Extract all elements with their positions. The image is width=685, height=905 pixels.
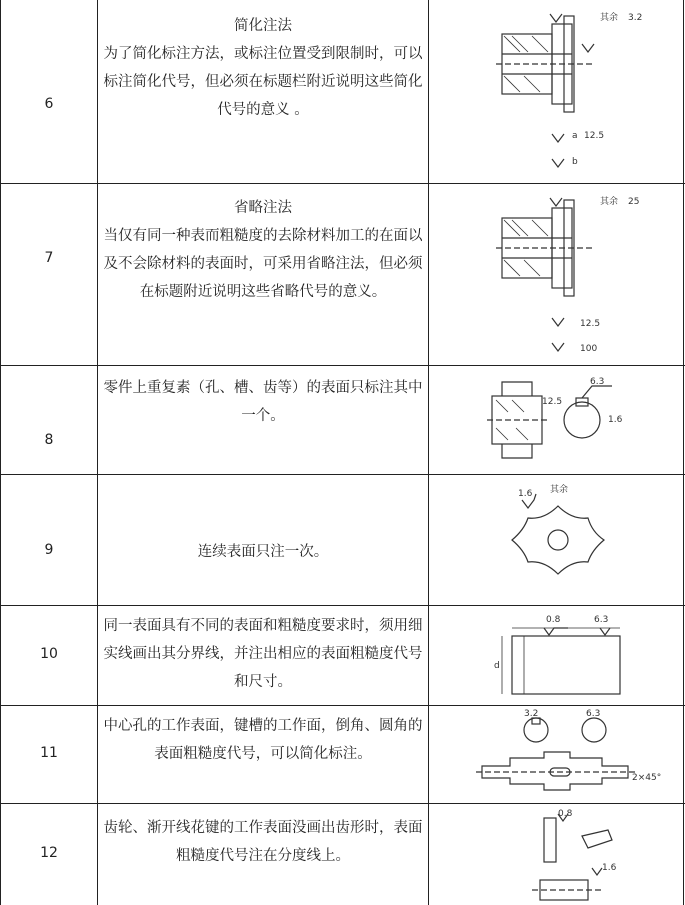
fig-label: 0.8 xyxy=(558,809,573,819)
row-description xyxy=(100,374,426,430)
figure-gear-notation xyxy=(432,806,682,905)
fig-label: 2×45° xyxy=(632,773,662,783)
row-number: 11 xyxy=(40,745,58,761)
row-number: 10 xyxy=(40,646,58,662)
row-description xyxy=(100,612,426,696)
fig-label: 其余 xyxy=(600,197,619,207)
row-separator xyxy=(0,803,685,804)
table-border-right xyxy=(683,0,684,905)
figure-repeated-elements xyxy=(432,368,682,472)
fig-label: a xyxy=(572,131,578,141)
row-separator xyxy=(0,705,685,706)
fig-label: 1.6 xyxy=(602,863,617,873)
row-description xyxy=(100,538,426,566)
row-body: 当仅有同一种表而粗糙度的去除材料加工的在面以及不会除材料的表面时，可采用省略注法，但必须在标题附近说明这些省略代号的意义。 xyxy=(103,228,423,300)
fig-label: 6.3 xyxy=(594,615,609,625)
fig-label: 12.5 xyxy=(580,319,601,329)
table-border-left xyxy=(0,0,1,905)
fig-label: 100 xyxy=(580,344,598,354)
row-number: 8 xyxy=(44,432,54,448)
row-separator xyxy=(0,605,685,606)
row-number: 7 xyxy=(44,250,54,266)
row-description xyxy=(100,194,426,306)
row-title: 省略注法 xyxy=(234,200,292,216)
row-body: 零件上重复素（孔、槽、齿等）的表面只标注其中一个。 xyxy=(103,380,423,424)
figure-continuous-surface xyxy=(432,478,682,602)
row-number: 9 xyxy=(44,542,54,558)
row-separator xyxy=(0,474,685,475)
figure-simplified-features xyxy=(432,708,682,802)
fig-label: 3.2 xyxy=(628,13,643,23)
row-body: 同一表面具有不同的表面和粗糙度要求时，须用细实线画出其分界线，并注出相应的表面粗糙度代号和尺寸。 xyxy=(103,618,423,690)
fig-label: 其余 xyxy=(550,485,569,495)
figure-mixed-roughness xyxy=(432,608,682,703)
table-divider-1 xyxy=(97,0,98,905)
row-title: 简化注法 xyxy=(234,18,292,34)
figure-simplified-notation xyxy=(432,4,682,179)
fig-label: 1.6 xyxy=(608,415,623,425)
fig-label: 12.5 xyxy=(584,131,605,141)
row-body: 中心孔的工作表面，键槽的工作面，倒角、圆角的表面粗糙度代号，可以简化标注。 xyxy=(103,718,423,762)
row-body: 齿轮、渐开线花键的工作表面没画出齿形时，表面粗糙度代号注在分度线上。 xyxy=(103,820,423,864)
fig-label: b xyxy=(572,157,578,167)
fig-label: 25 xyxy=(628,197,640,207)
fig-label: 其余 xyxy=(600,13,619,23)
row-description xyxy=(100,712,426,768)
row-number: 6 xyxy=(44,96,54,112)
row-separator xyxy=(0,183,685,184)
row-body: 为了简化标注方法，或标注位置受到限制时，可以标注简化代号，但必须在标题栏附近说明这些简化代号的意义 。 xyxy=(103,46,423,118)
row-description xyxy=(100,12,426,124)
row-number: 12 xyxy=(40,845,58,861)
row-body: 连续表面只注一次。 xyxy=(197,544,329,560)
fig-label: 1.6 xyxy=(518,489,533,499)
fig-label: 0.8 xyxy=(546,615,561,625)
fig-label: d xyxy=(494,661,500,671)
fig-label: 6.3 xyxy=(586,709,601,719)
table-divider-2 xyxy=(428,0,429,905)
figure-omitted-notation xyxy=(432,188,682,363)
fig-label: 12.5 xyxy=(542,397,563,407)
row-separator xyxy=(0,365,685,366)
row-description xyxy=(100,814,426,870)
fig-label: 6.3 xyxy=(590,377,605,387)
fig-label: 3.2 xyxy=(524,709,539,719)
